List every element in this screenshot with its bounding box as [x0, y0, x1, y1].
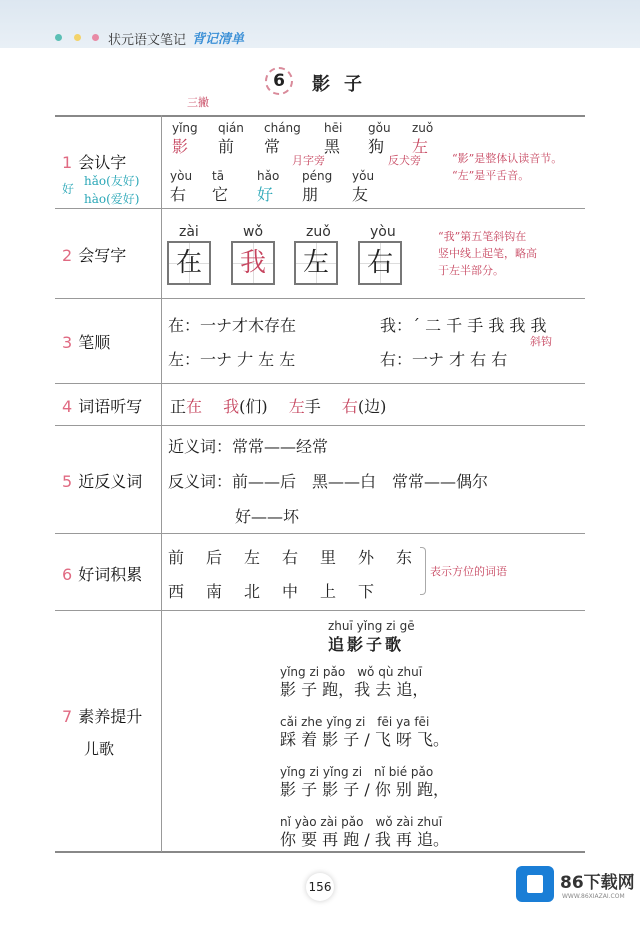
annotation: 好	[62, 182, 75, 196]
song-line: 踩 着 影 子 / 飞 呀 飞。	[280, 730, 449, 749]
stroke-order: 左：一ナ 𠂇 左 左	[168, 350, 296, 369]
pinyin: zuǒ	[306, 224, 331, 240]
row-sublabel: 儿歌	[84, 740, 115, 758]
dot-icon	[92, 34, 99, 41]
box-logo-icon	[516, 866, 554, 902]
row-label-strokes: 3 笔顺	[62, 333, 111, 352]
song-line: 你 要 再 跑 / 我 再 追。	[280, 830, 449, 849]
stroke-order: 在：一ナ才木存在	[168, 316, 297, 335]
character: 友	[352, 185, 369, 204]
pinyin: hēi	[324, 121, 343, 135]
character: 好	[257, 185, 274, 204]
good-words: 前 后 左 右 里 外 东	[168, 548, 416, 567]
page-number: 156	[306, 873, 334, 901]
dictation-words: 正在 我(们) 左手 右(边)	[170, 397, 387, 416]
pinyin: péng	[302, 169, 333, 183]
pinyin: cháng	[264, 121, 301, 135]
stroke-order: 右：一ナ 才 右 右	[380, 350, 508, 369]
writing-box: 左	[294, 241, 338, 285]
annotation: hǎo(友好)	[84, 174, 140, 188]
row-label-goodwords: 6 好词积累	[62, 565, 143, 584]
character: 它	[212, 185, 229, 204]
pinyin: nǐ yào zài pǎo wǒ zài zhuī	[280, 815, 443, 829]
row-label-literacy: 7 素养提升	[62, 707, 143, 726]
antonyms: 好——坏	[235, 507, 300, 526]
annotation: 斜钩	[530, 335, 552, 348]
annotation: 于左半部分。	[438, 264, 504, 277]
pinyin: yòu	[370, 224, 396, 240]
brand-site: WWW.86XIAZAI.COM	[562, 893, 625, 900]
song-title-pinyin: zhuī yǐng zi gē	[328, 619, 415, 633]
pinyin: wǒ	[243, 224, 264, 240]
song-line: 影 子 影 子 / 你 别 跑，	[280, 780, 449, 799]
book-title: 状元语文笔记	[108, 33, 187, 48]
pinyin: zài	[179, 224, 199, 240]
brand-logo: 86下载网	[560, 873, 635, 893]
pinyin: zuǒ	[412, 121, 434, 135]
pinyin: yǐng zi yǐng zi nǐ bié pǎo	[280, 765, 434, 779]
synonyms: 近义词：常常——经常	[168, 437, 329, 456]
pinyin: hǎo	[257, 169, 280, 183]
character: 左	[412, 137, 429, 156]
writing-box: 我	[231, 241, 275, 285]
good-words: 西 南 北 中 上 下	[168, 582, 378, 601]
pinyin: qián	[218, 121, 244, 135]
antonyms: 反义词：前——后 黑——白 常常——偶尔	[168, 472, 489, 491]
row-label-dictation: 4 词语听写	[62, 397, 143, 416]
annotation: “我”第五笔斜钩在	[438, 230, 527, 243]
row-label-write: 2 会写字	[62, 246, 127, 265]
dot-icon	[74, 34, 81, 41]
annotation: hào(爱好)	[84, 192, 140, 206]
pinyin: yǒu	[352, 169, 375, 183]
row-label-recognize: 1 会认字	[62, 153, 127, 172]
annotation: 反犬旁	[388, 154, 421, 167]
character: 狗	[368, 137, 385, 156]
character: 右	[170, 185, 187, 204]
annotation: 表示方位的词语	[430, 565, 507, 578]
pinyin: yòu	[170, 169, 193, 183]
annotation: 月字旁	[292, 154, 325, 167]
row-label-synonyms: 5 近反义词	[62, 472, 143, 491]
annotation: “左”是平舌音。	[452, 169, 530, 182]
writing-box: 右	[358, 241, 402, 285]
character: 影	[172, 137, 189, 156]
lesson-title: 影子	[312, 74, 376, 95]
character: 常	[264, 137, 281, 156]
pinyin: gǒu	[368, 121, 391, 135]
character: 前	[218, 137, 235, 156]
pinyin: yǐng zi pǎo wǒ qù zhuī	[280, 665, 423, 679]
character: 朋	[302, 185, 319, 204]
writing-box: 在	[167, 241, 211, 285]
pinyin: cǎi zhe yǐng zi fēi ya fēi	[280, 715, 430, 729]
annotation: “影”是整体认读音节。	[452, 152, 563, 165]
lesson-number: 6	[265, 67, 293, 95]
song-title: 追影子歌	[328, 635, 405, 654]
pinyin: yǐng	[172, 121, 198, 135]
character: 黑	[324, 137, 341, 156]
annotation: 竖中线上起笔，略高	[438, 247, 537, 260]
song-line: 影 子 跑，我 去 追，	[280, 680, 429, 699]
stroke-order: 我：ˊ 二 千 手 我 我 我	[380, 316, 547, 335]
dot-icon	[55, 34, 62, 41]
book-tag: 背记清单	[192, 32, 245, 47]
annotation: 三撇	[187, 96, 209, 109]
pinyin: tā	[212, 169, 225, 183]
